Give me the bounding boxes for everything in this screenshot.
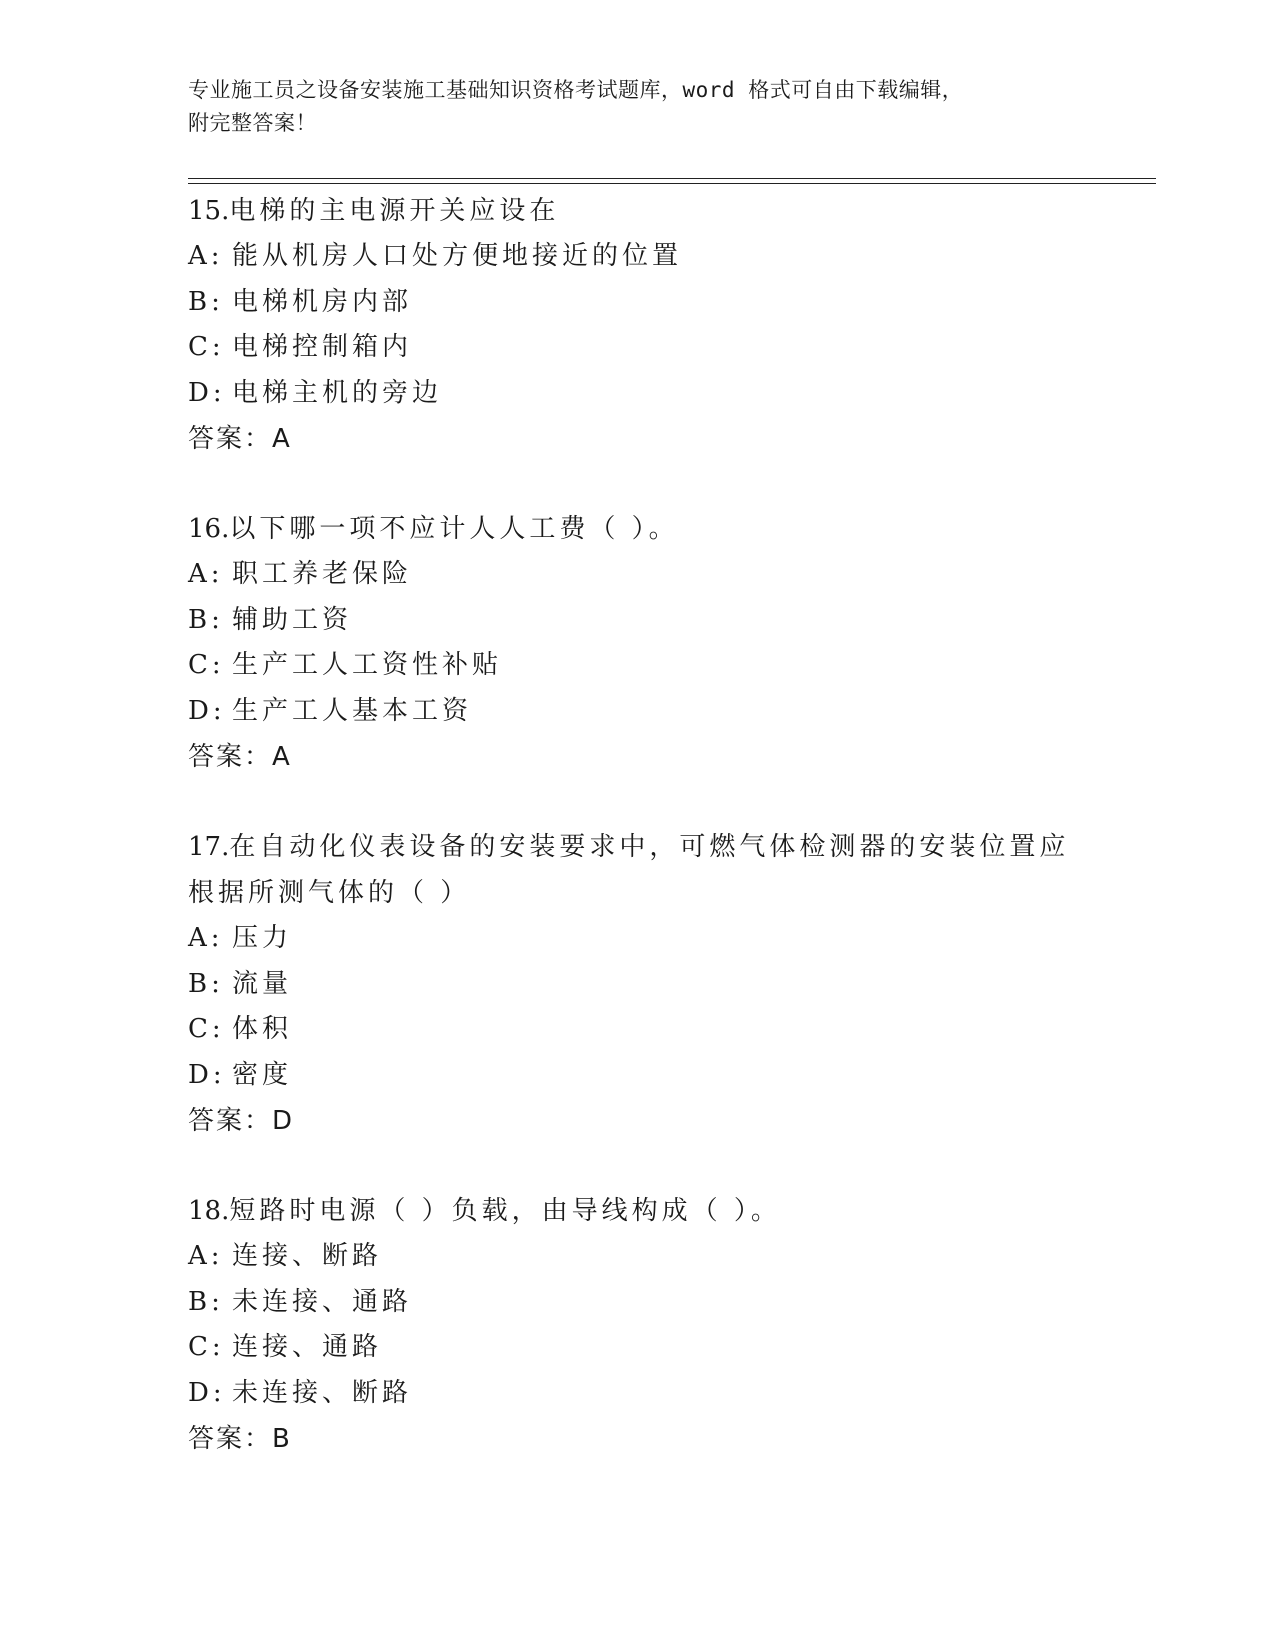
option-a (188, 552, 1088, 598)
option-text: 未连接、通路 (232, 1286, 413, 1317)
question-text: 短路时电源（ ）负载，由导线构成（ ）。 (229, 1196, 781, 1226)
option-key: D: (188, 377, 226, 408)
answer-value: A (272, 742, 292, 772)
question-text: 以下哪一项不应计人人工费（ ）。 (229, 514, 679, 544)
header-divider-bottom (188, 183, 1156, 184)
question-stem (188, 188, 1088, 234)
option-key: D: (188, 1377, 226, 1408)
answer-value: D (272, 1106, 295, 1136)
question-18 (188, 1188, 1088, 1462)
answer-line (188, 1098, 1088, 1144)
option-a (188, 234, 1088, 280)
option-key: B: (188, 286, 224, 317)
option-text: 职工养老保险 (232, 559, 413, 589)
option-text: 未连接、断路 (232, 1377, 413, 1408)
question-number: 16. (188, 514, 230, 544)
option-c (188, 325, 1088, 371)
question-stem (188, 1188, 1088, 1234)
question-text: 电梯的主电源开关应设在 (229, 196, 560, 226)
option-text: 密度 (232, 1059, 293, 1090)
option-text: 连接、断路 (232, 1241, 383, 1271)
option-key: D: (188, 1059, 226, 1090)
answer-label: 答案： (188, 424, 273, 454)
option-key: C: (188, 650, 225, 680)
option-text: 电梯机房内部 (232, 286, 413, 317)
option-key: C: (188, 1332, 225, 1362)
header-divider-top (188, 178, 1156, 179)
option-text: 体积 (232, 1014, 293, 1044)
document-header (188, 74, 1088, 140)
option-text: 电梯控制箱内 (232, 332, 413, 362)
answer-line (188, 734, 1088, 780)
option-c (188, 1007, 1088, 1053)
option-text: 生产工人基本工资 (232, 695, 473, 726)
option-text: 生产工人工资性补贴 (232, 650, 503, 680)
option-key: B: (188, 604, 224, 635)
option-key: A: (188, 1241, 224, 1271)
option-text: 电梯主机的旁边 (232, 377, 443, 408)
option-c (188, 643, 1088, 689)
question-16 (188, 506, 1088, 780)
option-c (188, 1325, 1088, 1371)
option-text: 连接、通路 (232, 1332, 383, 1362)
option-b (188, 280, 1088, 326)
answer-label: 答案： (188, 1424, 273, 1454)
option-key: A: (188, 559, 224, 589)
option-text: 能从机房人口处方便地接近的位置 (232, 241, 683, 271)
answer-value: B (272, 1424, 292, 1454)
option-b (188, 598, 1088, 644)
answer-line (188, 1416, 1088, 1462)
answer-line (188, 416, 1088, 462)
answer-value: A (272, 424, 292, 454)
option-key: C: (188, 332, 225, 362)
option-text: 流量 (232, 968, 293, 999)
option-key: D: (188, 695, 226, 726)
question-stem (188, 824, 1088, 916)
header-line-1: 专业施工员之设备安装施工基础知识资格考试题库，word 格式可自由下载编辑， (188, 78, 964, 102)
option-text: 辅助工资 (232, 604, 353, 635)
option-key: B: (188, 1286, 224, 1317)
question-17 (188, 824, 1088, 1144)
option-b (188, 1280, 1088, 1326)
question-15 (188, 188, 1088, 462)
option-key: C: (188, 1014, 225, 1044)
option-d (188, 1371, 1088, 1417)
option-a (188, 916, 1088, 962)
header-line-2: 附完整答案！ (188, 111, 317, 135)
option-b (188, 962, 1088, 1008)
option-d (188, 689, 1088, 735)
question-number: 18. (188, 1196, 230, 1226)
option-a (188, 1234, 1088, 1280)
option-key: B: (188, 968, 224, 999)
option-d (188, 1053, 1088, 1099)
option-key: A: (188, 923, 224, 953)
option-key: A: (188, 241, 224, 271)
option-text: 压力 (232, 923, 293, 953)
question-text: 在自动化仪表设备的安装要求中，可燃气体检测器的安装位置应根据所测气体的（ ） (188, 832, 1070, 908)
answer-label: 答案： (188, 1106, 273, 1136)
option-d (188, 371, 1088, 417)
question-stem (188, 506, 1088, 552)
answer-label: 答案： (188, 742, 273, 772)
question-number: 15. (188, 196, 230, 226)
question-list (188, 188, 1088, 1506)
question-number: 17. (188, 832, 230, 862)
